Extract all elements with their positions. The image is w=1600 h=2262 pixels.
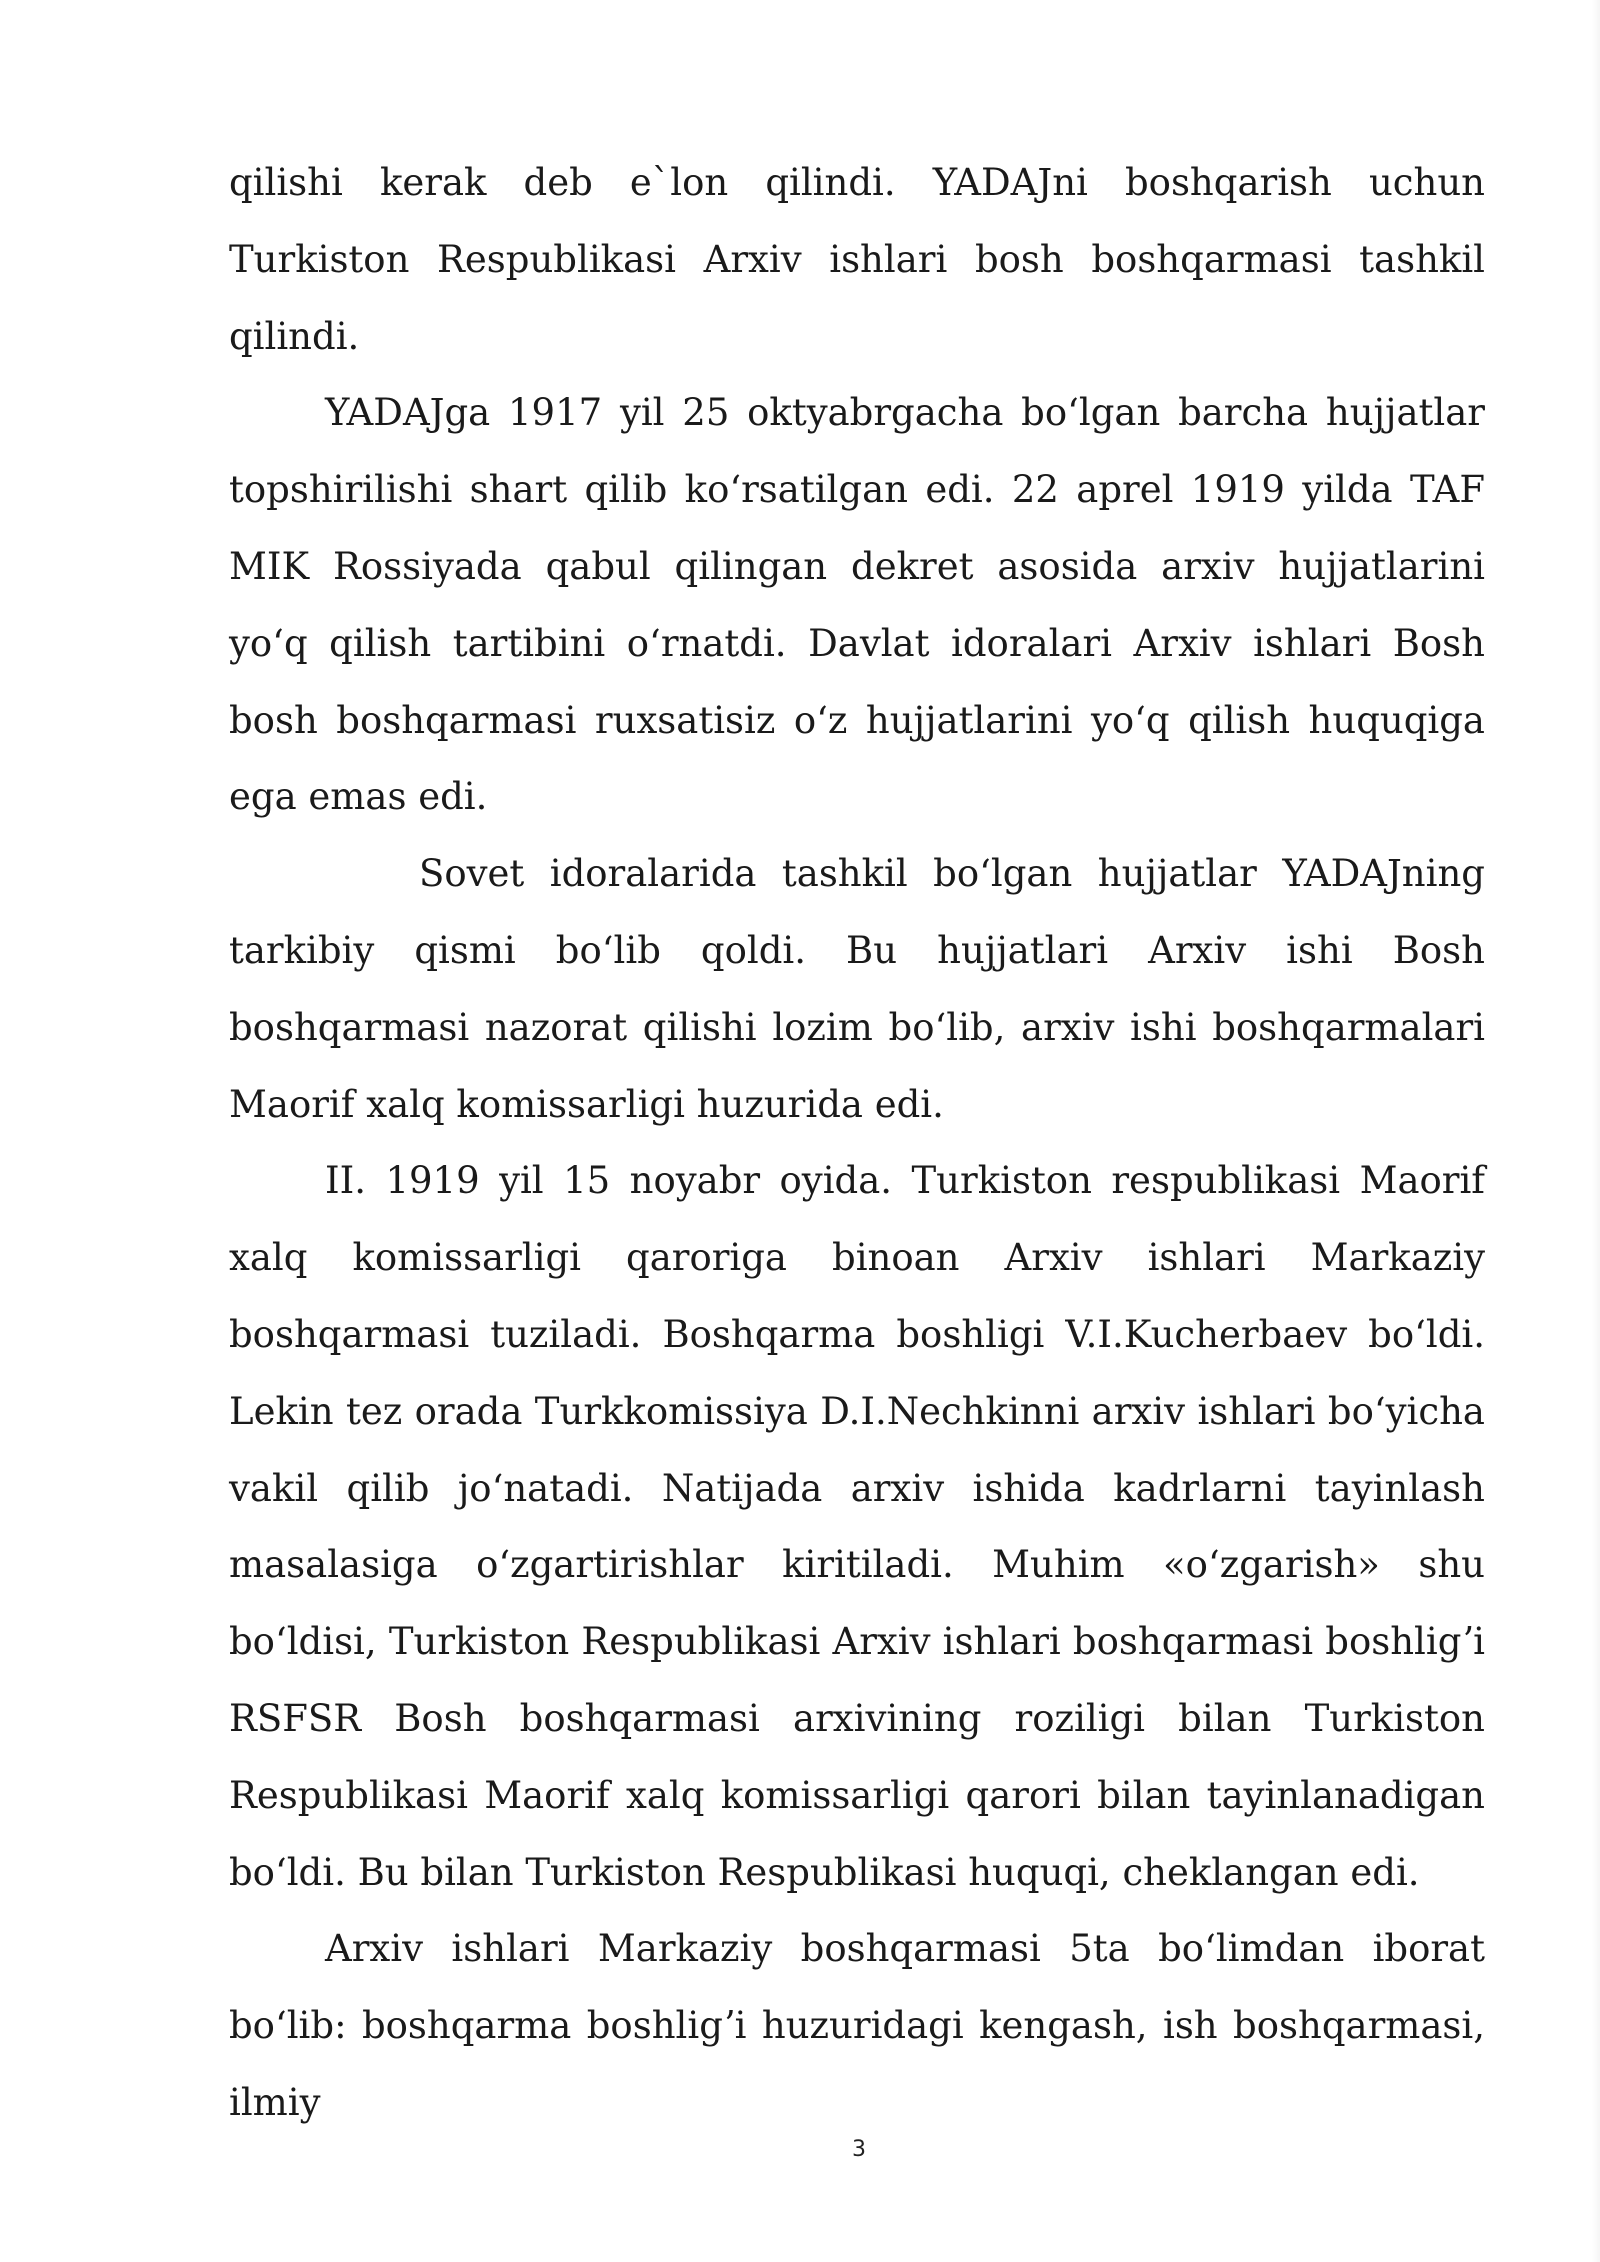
paragraph-4: II. 1919 yil 15 noyabr oyida. Turkiston respublikasi Maorif xalq komissarligi qaroriga binoan Arxiv ishlari Markaziy boshqarmasi tuziladi. Boshqarma boshligi V.I.Kucherbaev boʻldi. Lekin tez orada Turkkomissiya D.I.Nechkinni arxiv ishlari boʻyicha vakil qilib joʻnatadi. Natijada arxiv ishida kadrlarni tayinlash masalasiga oʻzgartirishlar kiritiladi. Muhim «oʻzgarish» shu boʻldisi, Turkiston Respublikasi Arxiv ishlari boshqarmasi boshligʼi RSFSR Bosh boshqarmasi arxivining roziligi bilan Turkiston Respublikasi Maorif xalq komissarligi qarori bilan tayinlanadigan boʻldi. Bu bilan Turkiston Respublikasi huquqi, cheklangan edi.: [229, 1159, 1485, 1894]
page-number: 3: [852, 2137, 866, 2162]
paragraph-5: Arxiv ishlari Markaziy boshqarmasi 5ta boʻlimdan iborat boʻlib: boshqarma boshligʼi huzuridagi kengash, ish boshqarmasi, ilmiy: [229, 1927, 1485, 2124]
page-edge-shadow: [1592, 0, 1600, 2262]
document-body: [229, 145, 1485, 2142]
paragraph-3: Sovet idoralarida tashkil boʻlgan hujjatlar YADAJning tarkibiy qismi boʻlib qoldi. Bu hujjatlari Arxiv ishi Bosh boshqarmasi nazorat qilishi lozim boʻlib, arxiv ishi boshqarmalari Maorif xalq komissarligi huzurida edi.: [229, 852, 1485, 1126]
paragraph-2: YADAJga 1917 yil 25 oktyabrgacha boʻlgan barcha hujjatlar topshirilishi shart qilib koʻrsatilgan edi. 22 aprel 1919 yilda TAF MIK Rossiyada qabul qilingan dekret asosida arxiv hujjatlarini yoʻq qilish tartibini oʻrnatdi. Davlat idoralari Arxiv ishlari Bosh bosh boshqarmasi ruxsatisiz oʻz hujjatlarini yoʻq qilish huquqiga ega emas edi.: [229, 391, 1485, 819]
paragraph-1: qilishi kerak deb e`lon qilindi. YADAJni boshqarish uchun Turkiston Respublikasi Arxiv ishlari bosh boshqarmasi tashkil qilindi.: [229, 161, 1485, 358]
